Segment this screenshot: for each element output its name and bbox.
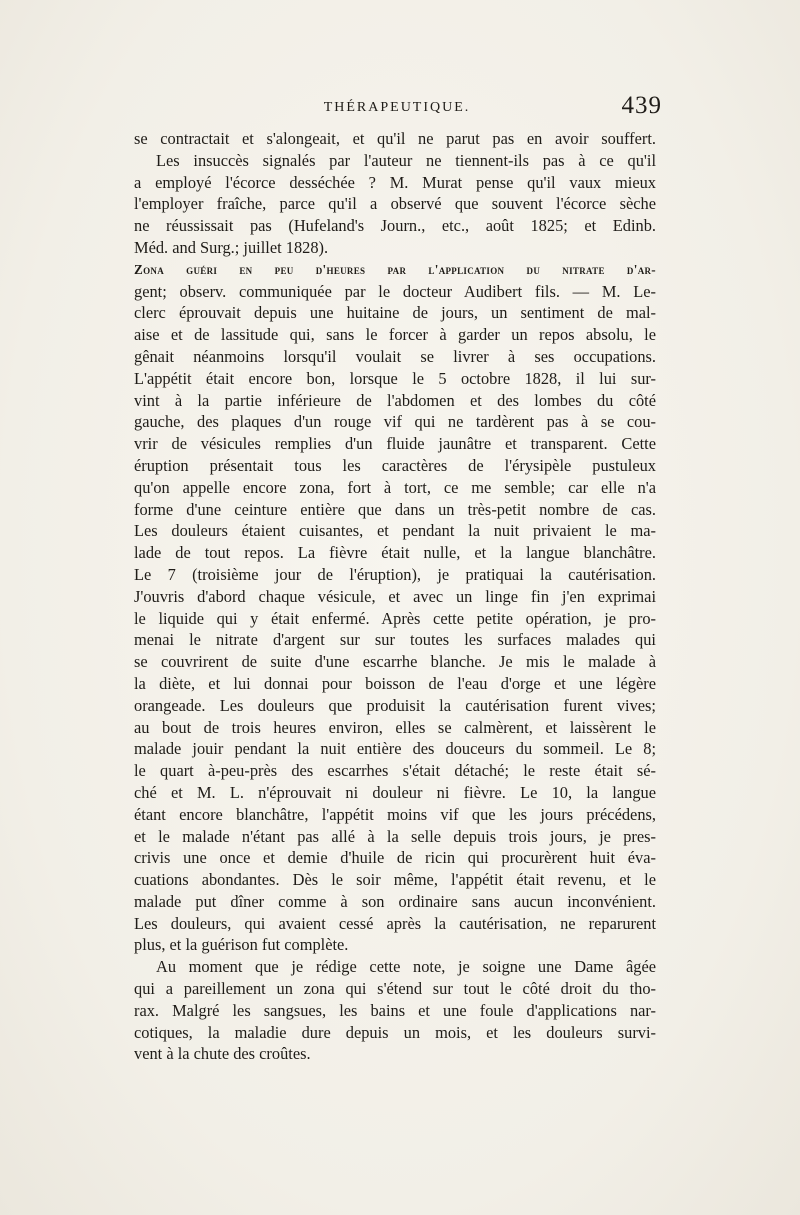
text-line: vrir de vésicules remplies d'un fluide jaunâtre et transparent. Cette bbox=[134, 434, 656, 454]
text-line: malade jouir pendant la nuit entière des douceurs du sommeil. Le 8; bbox=[134, 739, 656, 759]
text-line: éruption présentait tous les caractères de l'érysipèle pustuleux bbox=[134, 455, 656, 475]
text-line: qui a pareillement un zona qui s'étend sur tout le côté droit du tho- bbox=[134, 979, 656, 999]
text-line: et le malade n'étant pas allé à la selle depuis trois jours, je pres- bbox=[134, 826, 656, 846]
text-line: le liquide qui y était enfermé. Après cette petite opération, je pro- bbox=[134, 608, 656, 628]
text-line: aise et de lassitude qui, sans le forcer à garder un repos absolu, le bbox=[134, 325, 656, 345]
text-line: ché et M. L. n'éprouvait ni douleur ni fièvre. Le 10, la langue bbox=[134, 782, 656, 802]
text-line: J'ouvris d'abord chaque vésicule, et avec un linge fin j'en exprimai bbox=[134, 586, 656, 606]
text-line: le quart à-peu-près des escarrhes s'était détaché; le reste était sé- bbox=[134, 761, 656, 781]
text-line: la diète, et lui donnai pour boisson de l'eau d'orge et une légère bbox=[134, 673, 656, 693]
text-line: l'employer fraîche, parce qu'il a observé que souvent l'écorce sèche bbox=[134, 194, 656, 214]
text-line: ne réussissait pas (Hufeland's Journ., etc., août 1825; et Edinb. bbox=[134, 216, 656, 236]
text-line: clerc éprouvait depuis une huitaine de jours, un sentiment de mal- bbox=[134, 303, 656, 323]
text-line: rax. Malgré les sangsues, les bains et une foule d'applications nar- bbox=[134, 1000, 656, 1020]
article-title: Zona guéri en peu d'heures par l'application du nitrate d'ar- bbox=[134, 261, 656, 277]
text-line: plus, et la guérison fut complète. bbox=[134, 935, 349, 955]
page-number: 439 bbox=[621, 92, 662, 119]
text-line: lade de tout repos. La fièvre était nulle, et la langue blanchâtre. bbox=[134, 543, 656, 563]
text-line: Les insuccès signalés par l'auteur ne tiennent-ils pas à ce qu'il bbox=[156, 150, 656, 170]
running-head: THÉRAPEUTIQUE. bbox=[323, 100, 471, 115]
text-line: cotiques, la maladie dure depuis un mois, et les douleurs survi- bbox=[134, 1022, 656, 1042]
text-line: forme d'une ceinture entière que dans un très-petit nombre de cas. bbox=[134, 499, 656, 519]
text-line: orangeade. Les douleurs que produisit la cautérisation furent vives; bbox=[134, 695, 656, 715]
text-line: gênait néanmoins lorsqu'il voulait se livrer à ses occupations. bbox=[134, 346, 656, 366]
text-line: gent; observ. communiquée par le docteur Audibert fils. — M. Le- bbox=[134, 281, 656, 301]
text-line: au bout de trois heures environ, elles se calmèrent, et laissèrent le bbox=[134, 717, 656, 737]
text-line: Le 7 (troisième jour de l'éruption), je pratiquai la cautérisation. bbox=[134, 564, 656, 584]
text-line: menai le nitrate d'argent sur sur toutes les surfaces malades qui bbox=[134, 630, 656, 650]
text-line: Les douleurs, qui avaient cessé après la cautérisation, ne reparurent bbox=[134, 913, 656, 933]
text-line: vint à la partie inférieure de l'abdomen et des lombes du côté bbox=[134, 390, 656, 410]
text-line: Au moment que je rédige cette note, je soigne une Dame âgée bbox=[156, 957, 656, 977]
page-body bbox=[134, 128, 656, 1065]
page-header bbox=[132, 92, 662, 122]
text-line: crivis une once et demie d'huile de ricin qui procurèrent huit éva- bbox=[134, 848, 656, 868]
text-line: L'appétit était encore bon, lorsque le 5 octobre 1828, il lui sur- bbox=[134, 368, 656, 388]
text-line: vent à la chute des croûtes. bbox=[134, 1044, 311, 1064]
text-line: étant encore blanchâtre, l'appétit moins vif que les jours précédens, bbox=[134, 804, 656, 824]
text-line: cuations abondantes. Dès le soir même, l'appétit était revenu, et le bbox=[134, 870, 656, 890]
text-line: Méd. and Surg.; juillet 1828). bbox=[134, 237, 329, 257]
text-line: se couvrirent de suite d'une escarrhe blanche. Je mis le malade à bbox=[134, 652, 656, 672]
text-line: malade put dîner comme à son ordinaire sans aucun inconvénient. bbox=[134, 891, 656, 911]
text-line: Les douleurs étaient cuisantes, et pendant la nuit privaient le ma- bbox=[134, 521, 656, 541]
text-line: a employé l'écorce desséchée ? M. Murat pense qu'il vaux mieux bbox=[134, 172, 656, 192]
text-line: gauche, des plaques d'un rouge vif qui ne tardèrent pas à se cou- bbox=[134, 412, 656, 432]
text-line: qu'on appelle encore zona, fort à tort, ce me semble; car elle n'a bbox=[134, 477, 656, 497]
text-line: se contractait et s'alongeait, et qu'il ne parut pas en avoir souffert. bbox=[134, 129, 656, 148]
